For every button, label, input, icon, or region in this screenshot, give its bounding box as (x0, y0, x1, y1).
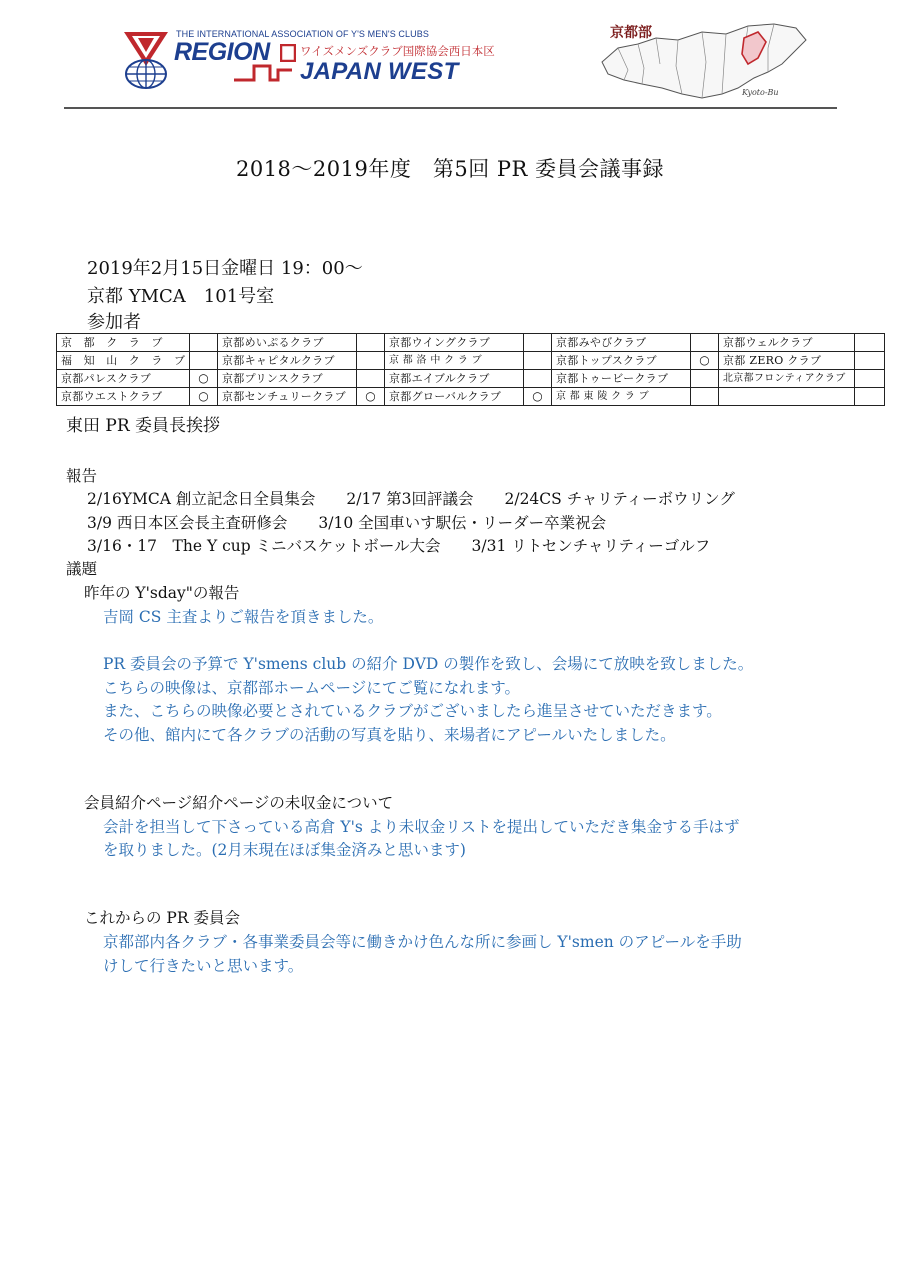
attendance-mark-cell (524, 334, 552, 352)
logo-japanese-text: ワイズメンズクラブ国際協会西日本区 (300, 44, 495, 58)
agenda-item-text: を取りました。(2月末現在ほぼ集金済みと思います) (103, 841, 466, 859)
attendance-row (57, 370, 885, 388)
club-name-cell: 京都グローバルクラブ (385, 388, 524, 406)
attendance-mark-cell (691, 370, 719, 388)
report-line: 3/16・17 The Y cup ミニバスケットボール大会 3/31 リトセンチャリティーゴルフ (87, 537, 711, 555)
attendance-mark-cell (855, 388, 885, 406)
logo-bar-icon (232, 62, 294, 84)
map-signature: Kyoto-Bu (742, 88, 779, 97)
attendance-mark-cell: ○ (691, 352, 719, 370)
attendance-mark-cell (691, 334, 719, 352)
meeting-datetime: 2019年2月15日金曜日 19：00〜 (87, 258, 363, 279)
logo-west-text: JAPAN WEST (300, 58, 459, 85)
attendance-mark-cell: ○ (190, 388, 218, 406)
club-name-cell (719, 388, 855, 406)
agenda-item-text: けして行きたいと思います。 (103, 957, 304, 975)
report-line: 3/9 西日本区会長主査研修会 3/10 全国車いす駅伝・リーダー卒業祝会 (87, 514, 607, 532)
club-name-cell: 京都センチュリークラブ (218, 388, 357, 406)
letterhead (0, 0, 900, 112)
agenda-item-title: 昨年の Y'sday"の報告 (84, 584, 240, 602)
club-name-cell: 京都プリンスクラブ (218, 370, 357, 388)
agenda-item-text: 京都部内各クラブ・各事業委員会等に働きかけ色んな所に参画し Y'smen のアピールを手助 (103, 933, 742, 951)
report-heading: 報告 (66, 467, 98, 485)
meeting-venue: 京都 YMCA 101号室 (87, 286, 275, 307)
map-label: 京都部 (610, 25, 652, 41)
club-name-cell: 京 都 東 陵 ク ラ ブ (552, 388, 691, 406)
club-name-cell: 京 都 ク ラ ブ (57, 334, 190, 352)
attendance-mark-cell: ○ (524, 388, 552, 406)
chair-greeting: 東田 PR 委員長挨拶 (66, 416, 221, 436)
attendance-mark-cell (190, 352, 218, 370)
club-name-cell: 京都ウエストクラブ (57, 388, 190, 406)
attendance-mark-cell (855, 352, 885, 370)
agenda-heading: 議題 (66, 560, 98, 578)
club-name-cell: 京都トップスクラブ (552, 352, 691, 370)
attendance-mark-cell (524, 352, 552, 370)
attendance-row (57, 388, 885, 406)
club-name-cell: 京都 ZERO クラブ (719, 352, 855, 370)
header-divider (64, 107, 837, 109)
club-name-cell: 京都みやびクラブ (552, 334, 691, 352)
document-title: 2018〜2019年度 第5回 PR 委員会議事録 (235, 157, 665, 181)
attendees-label: 参加者 (87, 312, 141, 333)
attendance-mark-cell (855, 370, 885, 388)
attendance-mark-cell (855, 334, 885, 352)
agenda-item-text: また、こちらの映像必要とされているクラブがございましたら進呈させていただきます。 (103, 702, 722, 720)
agenda-item-text: こちらの映像は、京都部ホームページにてご覧になれます。 (103, 679, 520, 697)
attendance-row (57, 334, 885, 352)
association-line: THE INTERNATIONAL ASSOCIATION OF Y'S MEN'S CLUBS (176, 29, 429, 39)
agenda-item-title: 会員紹介ページ紹介ページの未収金について (84, 794, 394, 812)
attendance-mark-cell (691, 388, 719, 406)
attendance-mark-cell (190, 334, 218, 352)
agenda-item-title: これからの PR 委員会 (84, 909, 240, 927)
club-name-cell: 京都めいぷるクラブ (218, 334, 357, 352)
attendance-mark-cell: ○ (357, 388, 385, 406)
club-name-cell: 京都キャピタルクラブ (218, 352, 357, 370)
attendance-mark-cell (357, 334, 385, 352)
attendance-mark-cell: ○ (190, 370, 218, 388)
club-name-cell: 京都エイブルクラブ (385, 370, 524, 388)
attendance-table (56, 333, 885, 406)
attendance-mark-cell (357, 370, 385, 388)
logo-region-text: REGION (174, 38, 270, 66)
agenda-item-text: 吉岡 CS 主査よりご報告を頂きました。 (103, 608, 384, 626)
club-name-cell: 京都トゥービークラブ (552, 370, 691, 388)
attendance-row (57, 352, 885, 370)
club-name-cell: 京 都 洛 中 ク ラ ブ (385, 352, 524, 370)
attendance-mark-cell (357, 352, 385, 370)
club-name-cell: 福 知 山 ク ラ ブ (57, 352, 190, 370)
club-name-cell: 北京都フロンティアクラブ (719, 370, 855, 388)
agenda-item-text: PR 委員会の予算で Y'smens club の紹介 DVD の製作を致し、会場にて放映を致しました。 (103, 655, 754, 673)
agenda-item-text: 会計を担当して下さっている高倉 Y's より未収金リストを提出していただき集金する手はず (103, 818, 740, 836)
agenda-item-text: その他、館内にて各クラブの活動の写真を貼り、来場者にアピールいたしました。 (103, 726, 676, 744)
logo-mark-icon (280, 44, 296, 62)
club-name-cell: 京都ウイングクラブ (385, 334, 524, 352)
club-name-cell: 京都パレスクラブ (57, 370, 190, 388)
club-name-cell: 京都ウェルクラブ (719, 334, 855, 352)
attendance-mark-cell (524, 370, 552, 388)
report-line: 2/16YMCA 創立記念日全員集会 2/17 第3回評議会 2/24CS チャリティーボウリング (87, 490, 735, 508)
ys-men-emblem-icon (118, 28, 174, 94)
